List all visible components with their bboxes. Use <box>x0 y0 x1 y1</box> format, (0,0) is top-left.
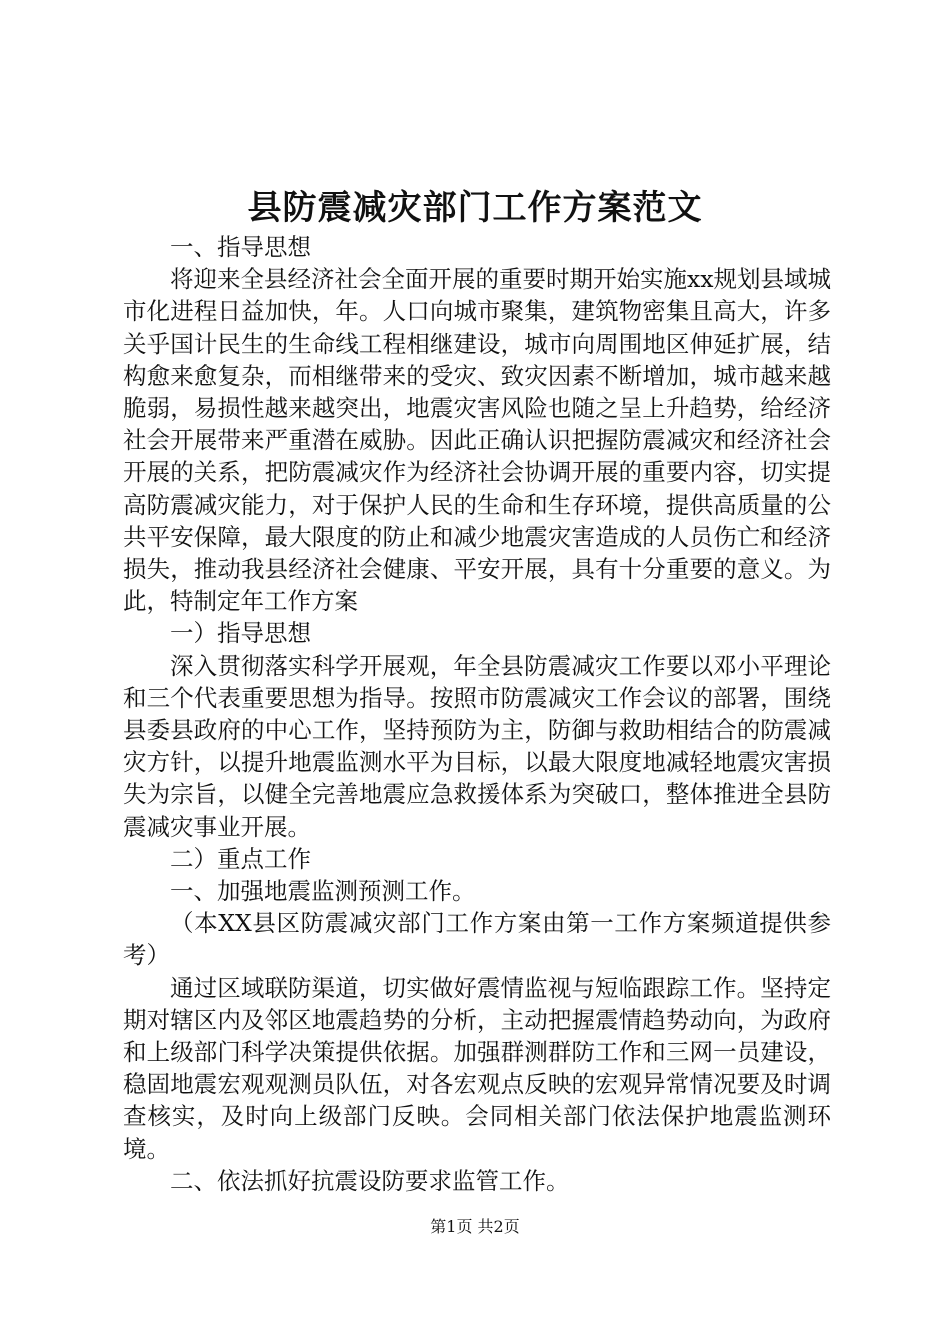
item-heading-monitoring: 一、加强地震监测预测工作。 <box>170 877 476 906</box>
paragraph-monitoring: 通过区域联防渠道，切实做好震情监视与短临跟踪工作。坚持定期对辖区内及邻区地震趋势的分析，主动把握震情趋势动向，为政府和上级部门科学决策提供依据。加强群测群防工作和三网一员建设，稳固地震宏观观测员队伍，对各宏观点反映的宏观异常情况要及时调查核实，及时向上级部门反映。会同相关部门依法保护地震监测环境。 <box>123 973 831 1163</box>
document-body <box>123 231 831 1197</box>
subsection-heading-guiding-thought: 一）指导思想 <box>170 619 311 648</box>
subsection-heading-key-work: 二）重点工作 <box>170 844 311 873</box>
paragraph-guiding-thought: 深入贯彻落实科学开展观，年全县防震减灾工作要以邓小平理论和三个代表重要思想为指导。按照市防震减灾工作会议的部署，围绕县委县政府的中心工作，坚持预防为主，防御与救助相结合的防震减灾方针，以提升地震监测水平为目标，以最大限度地减轻地震灾害损失为宗旨，以健全完善地震应急救援体系为突破口，整体推进全县防震减灾事业开展。 <box>123 651 831 841</box>
item-heading-supervision: 二、依法抓好抗震设防要求监管工作。 <box>170 1166 570 1195</box>
paragraph-source-note: （本XX县区防震减灾部门工作方案由第一工作方案频道提供参考） <box>123 909 831 970</box>
document-title: 县防震减灾部门工作方案范文 <box>247 188 703 228</box>
paragraph-background: 将迎来全县经济社会全面开展的重要时期开始实施xx规划县域城市化进程日益加快，年。人口向城市聚集，建筑物密集且高大，许多关乎国计民生的生命线工程相继建设，城市向周围地区伸延扩展，结构愈来愈复杂，而相继带来的受灾、致灾因素不断增加，城市越来越脆弱，易损性越来越突出，地震灾害风险也随之呈上升趋势，给经济社会开展带来严重潜在威胁。因此正确认识把握防震减灾和经济社会开展的关系，把防震减灾作为经济社会协调开展的重要内容，切实提高防震减灾能力，对于保护人民的生命和生存环境，提供高质量的公共平安保障，最大限度的防止和减少地震灾害造成的人员伤亡和经济损失，推动我县经济社会健康、平安开展，具有十分重要的意义。为此，特制定年工作方案 <box>123 265 832 616</box>
page-number-footer: 第1页 共2页 <box>430 1217 520 1236</box>
section-heading-guiding-thought: 一、指导思想 <box>170 233 311 261</box>
